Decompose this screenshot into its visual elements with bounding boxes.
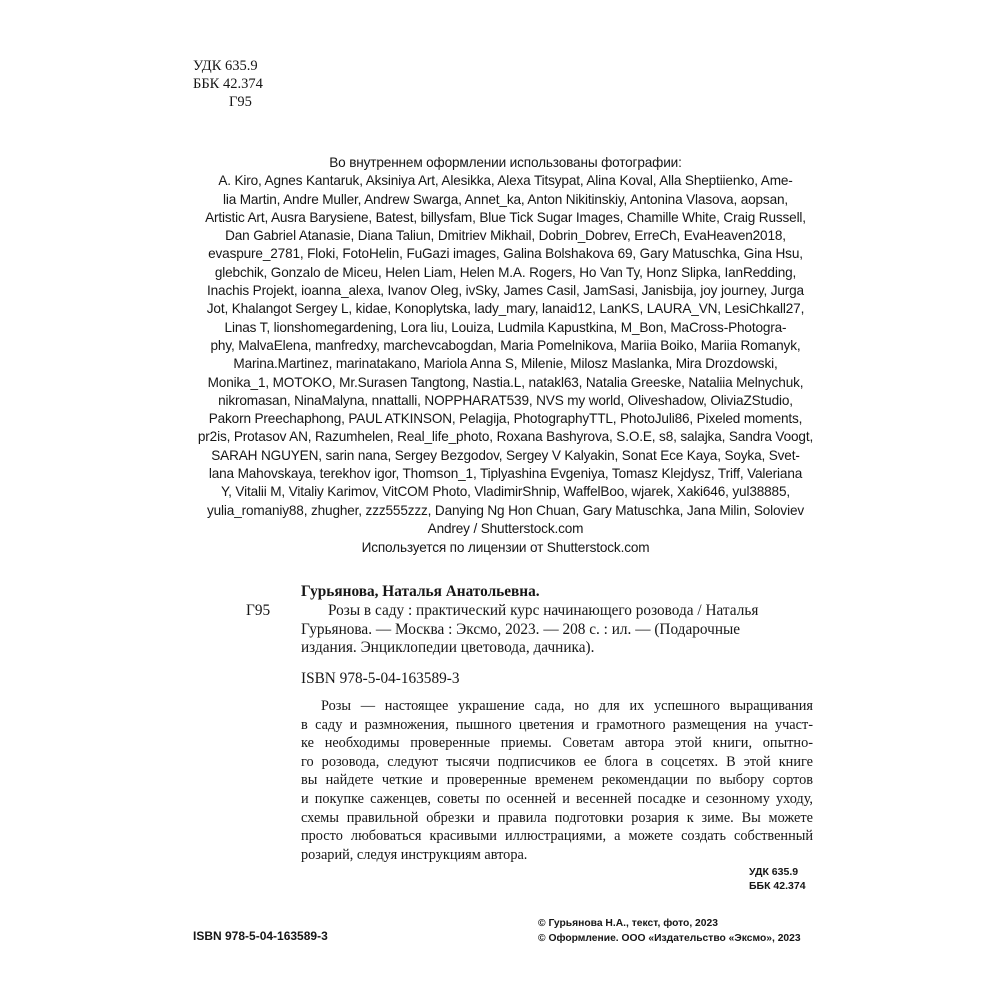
credits-line: lana Mahovskaya, terekhov igor, Thomson_1, Tiplyashina Evgeniya, Tomasz Klejdysz, Triff, Valeriana (208, 466, 803, 482)
udk-code-bottom: УДК 635.9 (749, 866, 799, 878)
classification-codes-top (193, 57, 263, 111)
credits-line: Jot, Khalangot Sergey L, kidae, Konoplytska, lady_mary, lanaid12, LanKS, LAURA_VN, LesiChkall27, (206, 301, 805, 317)
udk-code: УДК 635.9 (193, 58, 258, 74)
credits-line: SARAH NGUYEN, sarin nana, Sergey Bezgodov, Sergey V Kalyakin, Sonat Ece Kaya, Soyka, Svet- (211, 447, 800, 463)
catalog-entry-line: Розы в саду : практический курс начинающего розовода / Наталья (328, 601, 759, 619)
credits-line: Inachis Projekt, ioanna_alexa, Ivanov Oleg, ivSky, James Casil, JamSasi, Janisbija, joy journey, Jurga (207, 283, 804, 299)
photo-credits (193, 154, 818, 558)
credits-line: Monika_1, MOTOKO, Mr.Surasen Tangtong, Nastia.L, natakl63, Natalia Greeske, Nataliia Melnychuk, (207, 374, 804, 390)
catalog-entry (246, 602, 812, 658)
credits-line: Pakorn Preechaphong, PAUL ATKINSON, Pelagija, PhotographyTTL, PhotoJuli86, Pixeled moments, (208, 411, 803, 427)
credits-line: Y, Vitalii M, Vitaliy Karimov, VitCOM Photo, VladimirShnip, WaffelBoo, wjarek, Xaki646, yul38885, (221, 484, 790, 500)
credits-line: A. Kiro, Agnes Kantaruk, Aksiniya Art, Alesikka, Alexa Titsypat, Alina Koval, Alla Sheptiienko, Ame- (218, 173, 793, 189)
isbn-footer: ISBN 978-5-04-163589-3 (193, 929, 328, 943)
credits-line: nikromasan, NinaMalyna, nnattalli, NOPPHARAT539, NVS my world, Oliveshadow, OliviaZStudio, (218, 392, 793, 408)
catalog-author: Гурьянова, Наталья Анатольевна. (301, 583, 540, 600)
copyright-notice (538, 917, 801, 946)
credits-line: Andrey / Shutterstock.com (427, 520, 584, 536)
annotation-line: розарий, следуя инструкциям автора. (301, 846, 528, 863)
annotation-line: Розы — настоящее украшение сада, но для их успешного выращивания (321, 698, 813, 714)
bbk-code: ББК 42.374 (193, 76, 263, 92)
annotation-line: ке необходимы проверенные приемы. Советам автора этой книги, опытно- (301, 735, 813, 752)
catalog-index: Г95 (246, 601, 271, 619)
credits-line: Artistic Art, Ausra Barysiene, Batest, billysfam, Blue Tick Sugar Images, Chamille White, Craig Russell, (205, 209, 806, 225)
bbk-code-bottom: ББК 42.374 (749, 879, 806, 892)
annotation-line: вы найдете четкие и проверенные временем рекомендации по выбору сортов (301, 772, 813, 789)
annotation-line: схемы правильной обрезки и правила подготовки розария к зиме. Вы можете (301, 809, 813, 826)
classification-codes-bottom (749, 866, 806, 893)
catalog-entry-line: издания. Энциклопедии цветовода, дачника). (301, 639, 595, 657)
credits-line: yulia_romaniy88, zhugher, zzz555zzz, Danying Ng Hon Chuan, Gary Matuschka, Jana Milin, Soloviev (206, 502, 805, 518)
copyright-text: © Гурьянова Н.А., текст, фото, 2023 (538, 918, 718, 929)
copyright-design: © Оформление. ООО «Издательство «Эксмо», 2023 (538, 932, 801, 944)
credits-line: lia Martin, Andre Muller, Andrew Swarga, Annet_ka, Anton Nikitinskiy, Antonina Vlasova, aopsan, (222, 191, 789, 207)
credits-line: phy, MalvaElena, manfredxy, marchevcabogdan, Maria Pomelnikova, Mariia Boiko, Mariia Romanyk, (210, 337, 801, 353)
credits-line: Linas T, lionshomegardening, Lora liu, Louiza, Ludmila Kapustkina, M_Bon, MaCross-Photogra- (224, 319, 787, 335)
annotation-line: и покупке саженцев, советы по осенней и весенней посадке и сезонному уходу, (301, 790, 813, 807)
credits-line: glebchik, Gonzalo de Miceu, Helen Liam, Helen M.A. Rogers, Ho Van Ty, Honz Slipka, IanRedding, (214, 264, 797, 280)
annotation-paragraph (301, 697, 813, 864)
catalog-entry-line: Гурьянова. — Москва : Эксмо, 2023. — 208 с. : ил. — (Подарочные (301, 620, 741, 638)
annotation-line: просто любоваться красивыми иллюстрациями, а можете создать собственный (301, 828, 813, 845)
credits-line: Во внутреннем оформлении использованы фотографии: (329, 155, 682, 170)
catalog-isbn: ISBN 978-5-04-163589-3 (301, 670, 460, 688)
author-index: Г95 (229, 94, 252, 110)
annotation-line: в саду и размножения, пышного цветения и грамотного размещения на участ- (301, 716, 813, 733)
catalog-card (246, 583, 812, 689)
credits-line: evaspure_2781, Floki, FotoHelin, FuGazi images, Galina Bolshakova 69, Gary Matuschka, Gina Hsu, (208, 246, 803, 262)
license-note: Используется по лицензии от Shutterstock.com (361, 540, 650, 556)
credits-line: Marina.Martinez, marinatakano, Mariola Anna S, Milenie, Milosz Maslanka, Mira Drozdowski, (233, 356, 778, 372)
annotation-line: го розовода, следуют тысячи подписчиков ее блога в соцсетях. В этой книге (301, 753, 813, 770)
credits-line: Dan Gabriel Atanasie, Diana Taliun, Dmitriev Mikhail, Dobrin_Dobrev, ErreCh, EvaHeaven2018, (225, 228, 786, 244)
credits-line: pr2is, Protasov AN, Razumhelen, Real_life_photo, Roxana Bashyrova, S.O.E, s8, salajka, Sandra Voogt, (197, 429, 814, 445)
